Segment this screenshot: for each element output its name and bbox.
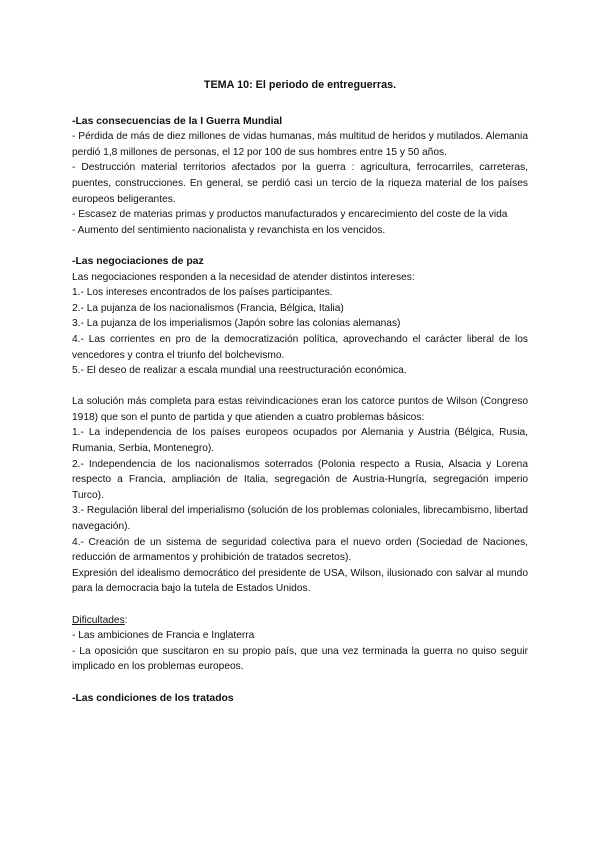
section-heading-negociaciones: -Las negociaciones de paz [72,255,204,267]
list-item: 4.- Las corrientes en pro de la democratización política, aprovechando el carácter liberal de los vencedores y contra el triunfo del bolchevismo. [72,333,528,361]
paragraph: - Destrucción material territorios afectados por la guerra : agricultura, ferrocarriles, carreteras, puentes, construcciones. En general, se perdió casi un tercio de la riqueza material de los países europeos beligerantes. [72,162,528,205]
list-item: 1.- La independencia de los países europeos ocupados por Alemania y Austria (Bélgica, Rusia, Rumania, Serbia, Montenegro). [72,427,528,455]
list-item: - La oposición que suscitaron en su propio país, que una vez terminada la guerra no quiso seguir implicado en los problemas europeos. [72,645,528,673]
paragraph: - Aumento del sentimiento nacionalista y revanchista en los vencidos. [72,224,386,236]
list-item: 2.- La pujanza de los nacionalismos (Francia, Bélgica, Italia) [72,302,344,314]
underlined-heading: Dificultades [72,614,125,626]
list-item: 3.- La pujanza de los imperialismos (Japón sobre las colonias alemanas) [72,318,401,330]
section-heading-condiciones: -Las condiciones de los tratados [72,692,234,704]
paragraph: Expresión del idealismo democrático del presidente de USA, Wilson, ilusionado con salvar al mundo para la democracia bajo la tutela de Estados Unidos. [72,567,528,595]
list-item: 5.- El deseo de realizar a escala mundial una reestructuración económica. [72,365,407,377]
document-title: TEMA 10: El periodo de entreguerras. [203,79,397,91]
list-item: 3.- Regulación liberal del imperialismo (solución de los problemas coloniales, librecambismo, libertad navegación). [72,505,528,533]
paragraph: - Pérdida de más de diez millones de vidas humanas, más multitud de heridos y mutilados. Alemania perdió 1,8 millones de personas, el 12 por 100 de sus hombres entre 15 y 50 años. [72,131,528,158]
paragraph: - Escasez de materias primas y productos manufacturados y encarecimiento del coste de la vida [72,209,508,221]
list-item: 1.- Los intereses encontrados de los países participantes. [72,287,333,299]
section-heading-dificultades [72,613,528,629]
section-heading-consecuencias: -Las consecuencias de la I Guerra Mundial [72,115,283,127]
list-item: - Las ambiciones de Francia e Inglaterra [72,630,255,642]
paragraph: La solución más completa para estas reivindicaciones eran los catorce puntos de Wilson (Congreso 1918) que son el punto de partida y que atienden a cuatro problemas básicos: [72,396,528,423]
document-page [72,78,528,706]
heading-colon: : [124,614,128,626]
list-item: 2.- Independencia de los nacionalismos soterrados (Polonia respecto a Rusia, Alsacia y Lorena respecto a Francia, ampliación de Italia, segregación de Austria-Hungría, segregación imperio Turco). [72,458,528,501]
list-item: 4.- Creación de un sistema de seguridad colectiva para el nuevo orden (Sociedad de Naciones, reducción de armamentos y prohibición de tratados secretos). [72,536,528,564]
paragraph: Las negociaciones responden a la necesidad de atender distintos intereses: [72,271,415,283]
